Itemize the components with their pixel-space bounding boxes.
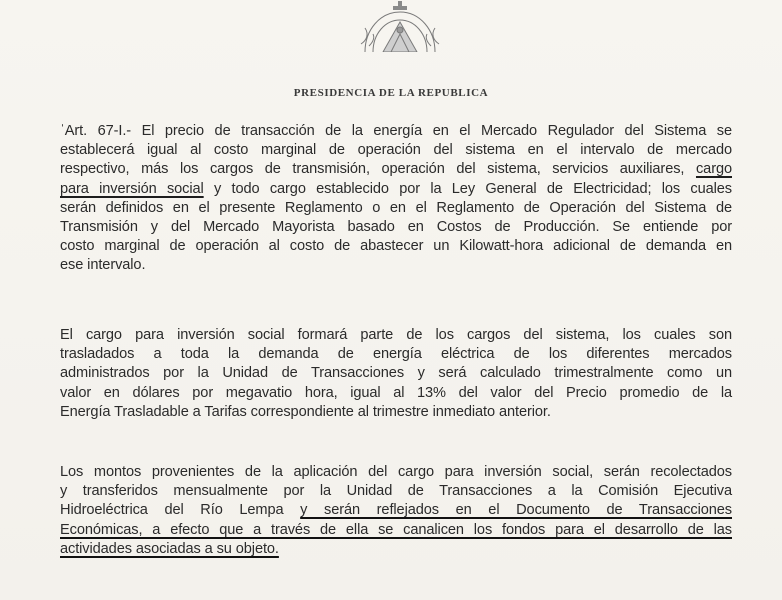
paragraph-text: y todo cargo establecido por la Ley General de Electricidad; los cuales — [203, 180, 732, 197]
paragraph-line: valor en dólares por megavatio hora, igual al 13% del valor del Precio promedio de la — [60, 384, 732, 401]
paragraph-line: trasladados a toda la demanda de energía eléctrica de los diferentes mercados — [60, 346, 732, 363]
article-paragraph-3 — [60, 463, 732, 559]
paragraph-text: Hidroeléctrica del Río Lempa — [60, 502, 301, 519]
page-header-title: PRESIDENCIA DE LA REPUBLICA — [293, 87, 489, 99]
paragraph-line: serán definidos en el presente Reglamento o en el Reglamento de Operación del Sistema de — [60, 199, 732, 216]
paragraph-text: respectivo, más los cargos de transmisión, operación del sistema, servicios auxiliares, — [60, 161, 696, 178]
paragraph-line-underlined: actividades asociadas a su objeto. — [60, 540, 279, 557]
underlined-text: para inversión social — [60, 180, 204, 197]
paragraph-line: El cargo para inversión social formará parte de los cargos del sistema, los cuales son — [60, 327, 732, 343]
paragraph-line: establecerá igual al costo marginal de operación del sistema en el intervalo de mercado — [60, 142, 732, 159]
paragraph-line — [60, 501, 732, 520]
paragraph-line: ˈArt. 67-I.- El precio de transacción de la energía en el Mercado Regulador del Sistema se — [60, 123, 732, 139]
article-paragraph-2 — [60, 326, 732, 422]
paragraph-line: costo marginal de operación al costo de abastecer un Kilowatt-hora adicional de demanda en — [60, 238, 732, 255]
paragraph-line: Los montos provenientes de la aplicación del cargo para inversión social, serán recolectados — [60, 464, 732, 480]
paragraph-line: Energía Trasladable a Tarifas correspondiente al trimestre inmediato anterior. — [60, 403, 551, 420]
paragraph-line: y transferidos mensualmente por la Unidad de Transacciones a la Comisión Ejecutiva — [60, 483, 732, 500]
article-paragraph-1 — [60, 122, 732, 276]
paragraph-line-underlined: Económicas, a efecto que a través de ella se canalicen los fondos para el desarrollo de las — [60, 521, 732, 538]
paragraph-line: administrados por la Unidad de Transacciones y será calculado trimestralmente como un — [60, 365, 732, 382]
underlined-text: cargo — [695, 161, 732, 178]
paragraph-line: Transmisión y del Mercado Mayorista basado en Costos de Producción. Se entiende por — [60, 219, 732, 236]
underlined-text: y serán reflejados en el Documento de Transacciones — [300, 502, 732, 519]
paragraph-line — [60, 160, 732, 179]
paragraph-line: ese intervalo. — [60, 257, 146, 274]
paragraph-line — [60, 180, 732, 199]
national-seal-icon — [355, 0, 445, 52]
